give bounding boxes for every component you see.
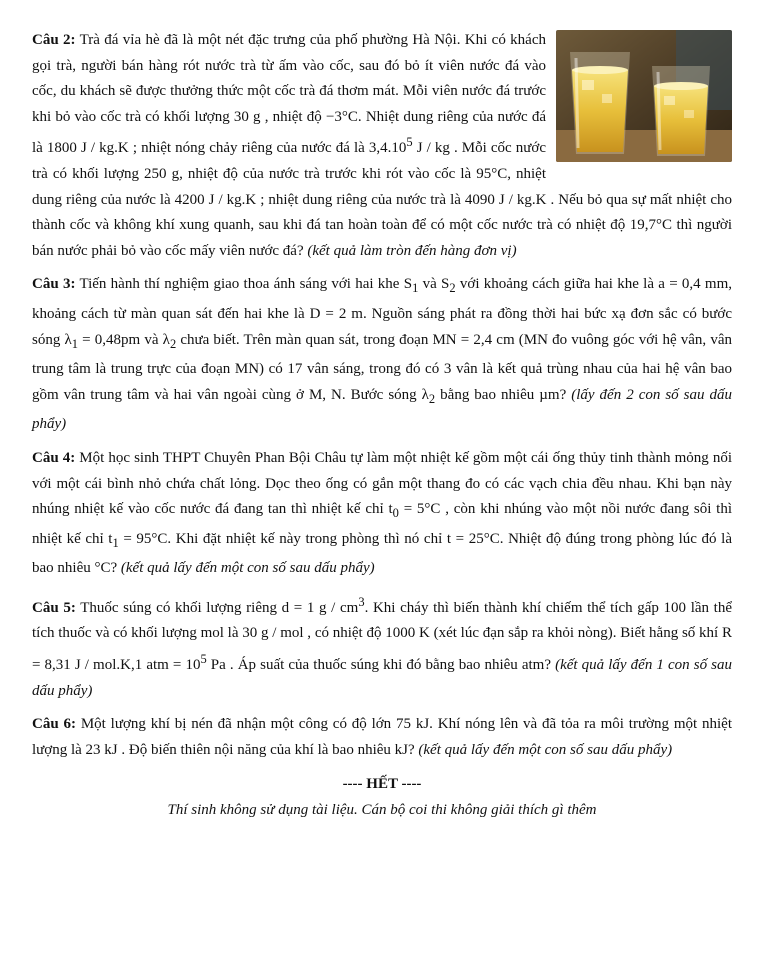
question-4-text-a: Một học sinh THPT Chuyên Phan Bội Châu tự làm một nhiệt kế gồm một cái ống thủy tinh thành mỏng nối với một cái bình nhỏ chứa chất lỏng. Dọc theo ống có gắn một thang đo có các vạch chia đều nhau. Khi bạn này nhúng nhiệt kế vào cốc nước đá đang tan thì nhiệt kế chỉ t [32, 449, 733, 518]
question-2 [32, 28, 732, 264]
exam-page [32, 28, 732, 821]
question-3-sub-c: 1 [71, 336, 79, 351]
question-3-text-f: bằng bao nhiêu µm? [435, 386, 567, 403]
question-6-text: Một lượng khí bị nén đã nhận một công có độ lớn 75 kJ. Khí nóng lên và đã tỏa ra môi trường một nhiệt lượng là 23 kJ . Độ biến thiên nội năng của khí là bao nhiêu kJ? [32, 716, 732, 758]
question-3-text-b: và S [418, 276, 450, 293]
footer-note: Thí sinh không sử dụng tài liệu. Cán bộ coi thi không giải thích gì thêm [167, 802, 597, 819]
question-4-text-c: = 95°C. Khi đặt nhiệt kế này trong phòng thì nó chỉ t = 25°C. Nhiệt độ đúng trong phòng lúc đó là bao nhiêu °C? [32, 530, 732, 577]
question-3-text-c: với khoảng cách giữa hai khe là a = 0,4 mm, khoảng cách từ màn quan sát đến hai khe là D = 2 m. Nguồn sáng phát ra đồng thời hai bức xạ đơn sắc có bước sóng λ [32, 276, 733, 348]
question-5-text-a: Thuốc súng có khối lượng riêng d = 1 g / cm [75, 599, 359, 616]
question-3-label: Câu 3: [32, 276, 76, 293]
question-4-sub-a: 0 [392, 506, 399, 521]
question-4 [32, 446, 732, 582]
question-3-text-d: = 0,48pm và λ [78, 331, 170, 348]
question-4-sub-b: 1 [112, 535, 119, 550]
question-5-note: (kết quả lấy đến 1 con số sau dấu phẩy) [32, 657, 733, 699]
question-2-text-b: J / kg . Mỗi cốc nước trà có khối lượng 250 g, nhiệt độ của nước trà trước khi rót vào cốc là 95°C, nhiệt dung riêng của nước là 4200 J / kg.K ; nhiệt dung riêng của nước trà là 4090 J / kg.K . Nếu bỏ qua sự mất nhiệt cho thành cốc và không khí xung quanh, sau khi đá tan hoàn toàn để có một cốc nước trà có nhiệt độ 19,7°C thì người bán nước phải bỏ vào cốc mấy viên nước đá? [32, 140, 732, 259]
end-marker-text: ---- HẾT ---- [342, 776, 422, 793]
question-6-note: (kết quả lấy đến một con số sau dấu phẩy) [414, 741, 673, 758]
question-5-text-b: . Khi cháy thì biến thành khí chiếm thể tích gấp 100 lần thể tích thuốc và có khối lượng mol là 30 g / mol , có nhiệt độ 1000 K (xét lúc đạn sắp ra khỏi nòng). Biết hằng số khí R = 8,31 J / mol.K,1 atm = 10 [32, 599, 733, 674]
question-6 [32, 712, 732, 763]
question-3-sub-a: 1 [412, 281, 419, 296]
question-3-note: (lấy đến 2 con số sau dấu phẩy) [32, 386, 732, 433]
iced-tea-photo [556, 30, 732, 162]
question-3-text-a: Tiến hành thí nghiệm giao thoa ánh sáng với hai khe S [75, 276, 413, 293]
question-2-label: Câu 2: [32, 32, 76, 48]
question-3-text-e: chưa biết. Trên màn quan sát, trong đoạn MN = 2,4 cm (MN đo vuông góc với hệ vân, vân trung tâm là trung trực của đoạn MN) có 17 vân sáng, trong đó có 3 vân là kết quả trùng nhau của hai hệ vân bao gồm vân trung tâm và hai vân ngoài cùng ở M, N. Bước sóng λ [32, 331, 732, 403]
question-5-text-c: Pa . Áp suất của thuốc súng khi đó bằng bao nhiêu atm? [206, 657, 552, 674]
end-marker [32, 773, 732, 795]
question-5-exponent-a: 3 [358, 594, 365, 609]
question-5-exponent-b: 5 [200, 652, 207, 667]
question-6-label: Câu 6: [32, 716, 76, 733]
question-4-note: (kết quả lấy đến một con số sau dấu phẩy) [117, 560, 375, 577]
question-5-label: Câu 5: [32, 599, 76, 616]
question-3-sub-e: 2 [428, 391, 436, 406]
question-3-sub-d: 2 [169, 336, 177, 351]
question-3-sub-b: 2 [449, 281, 456, 296]
question-2-text-a: Trà đá vỉa hè đã là một nét đặc trưng của phố phường Hà Nội. Khi có khách gọi trà, người bán hàng rót nước trà từ ấm vào cốc, sau đó bỏ ít viên nước đá vào cốc, du khách sẽ được thưởng thức một cốc trà đá thơm mát. Mỗi viên nước đá trước khi bỏ vào cốc trà có khối lượng 30 g , nhiệt độ −3°C. Nhiệt dung riêng của nước đá là 1800 J / kg.K ; nhiệt nóng chảy riêng của nước đá là 3,4.10 [32, 32, 546, 157]
question-5 [32, 590, 732, 704]
question-4-text-b: = 5°C , còn khi nhúng vào một nồi nước đang sôi thì nhiệt kế chỉ t [32, 501, 733, 547]
question-2-note: (kết quả làm tròn đến hàng đơn vị) [303, 242, 517, 259]
question-3 [32, 272, 732, 438]
question-4-label: Câu 4: [32, 449, 76, 466]
question-2-exponent: 5 [406, 135, 413, 150]
